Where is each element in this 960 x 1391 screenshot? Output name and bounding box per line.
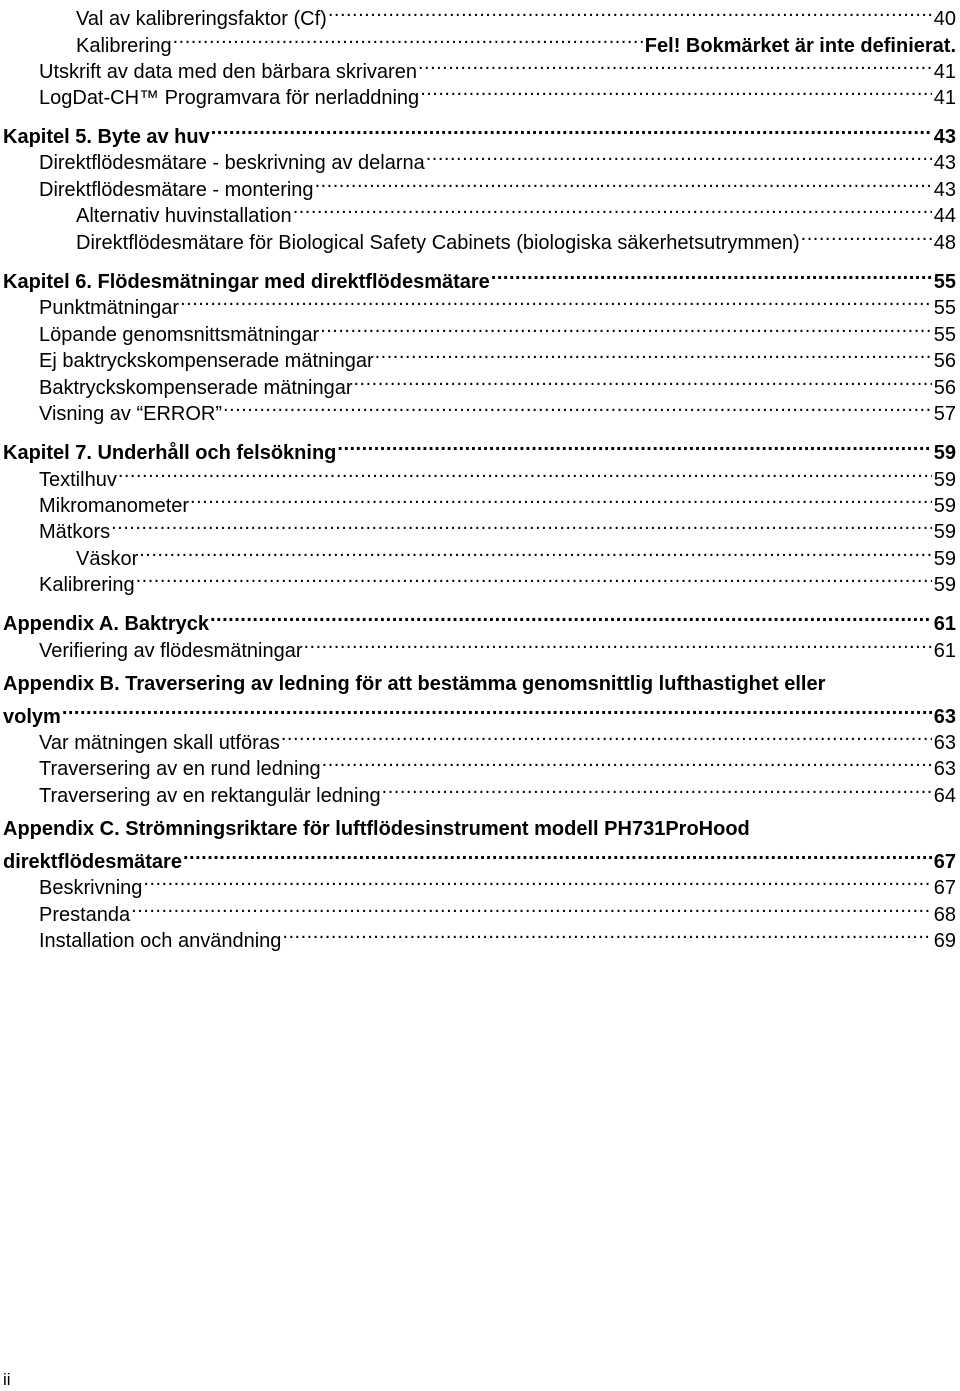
toc-entry[interactable] xyxy=(76,1,956,31)
toc-entry-page: 61 xyxy=(933,613,956,635)
toc-entry-title: Mätkors xyxy=(39,521,111,543)
toc-entry-title: Prestanda xyxy=(39,904,131,926)
toc-leader-dots xyxy=(293,198,932,222)
toc-entry[interactable] xyxy=(39,145,956,175)
toc-entry-title: Direktflödesmätare - beskrivning av delarna xyxy=(39,152,425,174)
toc-entry[interactable] xyxy=(39,923,956,953)
toc-entry-page: 59 xyxy=(933,548,956,570)
toc-entry-title: Kapitel 6. Flödesmätningar med direktflödesmätare xyxy=(3,271,490,293)
toc-entry-page: 55 xyxy=(933,297,956,319)
toc-chapter-title-line1[interactable]: Appendix B. Traversering av ledning för att bestämma genomsnittlig lufthastighet eller xyxy=(3,673,826,695)
toc-entry-title: Punktmätningar xyxy=(39,297,180,319)
toc-entry-page: 59 xyxy=(933,521,956,543)
toc-entry-page: 61 xyxy=(933,640,956,662)
toc-entry-title: direktflödesmätare xyxy=(3,851,182,873)
toc-entry-page: 68 xyxy=(933,904,956,926)
toc-leader-dots xyxy=(173,28,643,52)
toc-entry-page: 67 xyxy=(933,877,956,899)
toc-entry[interactable] xyxy=(39,396,956,426)
toc-entry-page: 64 xyxy=(933,785,956,807)
toc-entry-title: Direktflödesmätare för Biological Safety Cabinets (biologiska säkerhetsutrymmen) xyxy=(76,232,800,254)
toc-entry[interactable] xyxy=(39,80,956,110)
toc-leader-dots xyxy=(375,343,932,367)
toc-entry-page: 40 xyxy=(933,8,956,30)
toc-leader-dots xyxy=(131,897,932,921)
toc-entry[interactable] xyxy=(39,290,956,320)
toc-leader-dots xyxy=(353,370,931,394)
toc-leader-dots xyxy=(190,488,932,512)
toc-leader-dots xyxy=(491,264,932,288)
toc-entry[interactable] xyxy=(39,633,956,663)
toc-chapter-entry[interactable] xyxy=(3,606,956,636)
toc-entry-page: 59 xyxy=(933,442,956,464)
toc-chapter-title-line1[interactable]: Appendix C. Strömningsriktare för luftflödesinstrument modell PH731ProHood xyxy=(3,818,750,840)
toc-entry[interactable] xyxy=(39,343,956,373)
toc-entry-page: 63 xyxy=(933,758,956,780)
toc-entry-page: 44 xyxy=(933,205,956,227)
toc-entry-title: Traversering av en rund ledning xyxy=(39,758,321,780)
toc-leader-dots xyxy=(315,172,932,196)
toc-entry-title: Textilhuv xyxy=(39,469,117,491)
toc-entry[interactable] xyxy=(39,751,956,781)
toc-entry[interactable] xyxy=(76,225,956,255)
toc-entry-page: 56 xyxy=(933,350,956,372)
toc-leader-dots xyxy=(426,145,932,169)
toc-entry-title: LogDat-CH™ Programvara för nerladdning xyxy=(39,87,420,109)
toc-entry-page: 59 xyxy=(933,574,956,596)
toc-leader-dots xyxy=(210,606,932,630)
toc-entry-title: Alternativ huvinstallation xyxy=(76,205,292,227)
toc-leader-dots xyxy=(143,870,931,894)
toc-chapter-entry[interactable] xyxy=(3,435,956,465)
toc-leader-dots xyxy=(382,778,932,802)
toc-entry-title: Löpande genomsnittsmätningar xyxy=(39,324,320,346)
toc-entry[interactable] xyxy=(39,567,956,597)
toc-leader-dots xyxy=(136,567,932,591)
toc-entry[interactable] xyxy=(76,198,956,228)
toc-entry-title: volym xyxy=(3,706,61,728)
toc-entry-page: 41 xyxy=(933,87,956,109)
toc-entry-page: 63 xyxy=(933,732,956,754)
toc-leader-dots xyxy=(322,751,932,775)
toc-leader-dots xyxy=(328,1,932,25)
toc-leader-dots xyxy=(180,290,932,314)
toc-entry-page: 63 xyxy=(933,706,956,728)
toc-entry-page: 59 xyxy=(933,469,956,491)
toc-leader-dots xyxy=(337,435,931,459)
toc-entry-title: Väskor xyxy=(76,548,139,570)
toc-entry-title: Mikromanometer xyxy=(39,495,190,517)
toc-entry-title: Var mätningen skall utföras xyxy=(39,732,280,754)
toc-leader-dots xyxy=(801,225,932,249)
toc-leader-dots xyxy=(420,80,932,104)
toc-entry-title: Ej baktryckskompenserade mätningar xyxy=(39,350,374,372)
toc-entry-page: 48 xyxy=(933,232,956,254)
toc-entry-page: 69 xyxy=(933,930,956,952)
toc-leader-dots xyxy=(111,514,932,538)
toc-leader-dots xyxy=(303,633,931,657)
toc-leader-dots xyxy=(118,462,932,486)
toc-entry-title: Kapitel 7. Underhåll och felsökning xyxy=(3,442,337,464)
toc-entry-page: 57 xyxy=(933,403,956,425)
toc-leader-dots xyxy=(62,699,932,723)
toc-entry-title: Installation och användning xyxy=(39,930,282,952)
toc-leader-dots xyxy=(320,317,932,341)
toc-entry-title: Direktflödesmätare - montering xyxy=(39,179,314,201)
toc-entry-page: 43 xyxy=(933,126,956,148)
toc-entry-title: Appendix A. Baktryck xyxy=(3,613,209,635)
toc-entry-title: Verifiering av flödesmätningar xyxy=(39,640,303,662)
toc-leader-dots xyxy=(281,725,932,749)
toc-entry[interactable] xyxy=(39,778,956,808)
toc-entry-title: Traversering av en rektangulär ledning xyxy=(39,785,381,807)
toc-entry-page: 55 xyxy=(933,271,956,293)
toc-entry-title: Kalibrering xyxy=(76,35,172,57)
toc-entry-page: 43 xyxy=(933,152,956,174)
toc-entry-title: Utskrift av data med den bärbara skrivaren xyxy=(39,61,417,83)
toc-leader-dots xyxy=(223,396,932,420)
toc-entry-title: Beskrivning xyxy=(39,877,143,899)
toc-entry-page: 56 xyxy=(933,377,956,399)
toc-entry-title: Kapitel 5. Byte av huv xyxy=(3,126,210,148)
toc-leader-dots xyxy=(418,54,932,78)
toc-leader-dots xyxy=(211,119,932,143)
toc-entry-page: 55 xyxy=(933,324,956,346)
toc-entry-title: Val av kalibreringsfaktor (Cf) xyxy=(76,8,327,30)
toc-entry-error-text: Fel! Bokmärket är inte definierat. xyxy=(644,35,956,57)
toc-entry-title: Baktryckskompenserade mätningar xyxy=(39,377,353,399)
page-number: ii xyxy=(3,1370,11,1389)
toc-entry[interactable] xyxy=(39,514,956,544)
toc-entry-page: 43 xyxy=(933,179,956,201)
toc-leader-dots xyxy=(139,541,932,565)
toc-leader-dots xyxy=(183,844,932,868)
toc-leader-dots xyxy=(282,923,931,947)
toc-entry-title: Visning av “ERROR” xyxy=(39,403,223,425)
toc-entry-page: 59 xyxy=(933,495,956,517)
toc-entry-title: Kalibrering xyxy=(39,574,135,596)
toc-entry-page: 67 xyxy=(933,851,956,873)
toc-entry[interactable] xyxy=(39,870,956,900)
toc-entry-page: 41 xyxy=(933,61,956,83)
